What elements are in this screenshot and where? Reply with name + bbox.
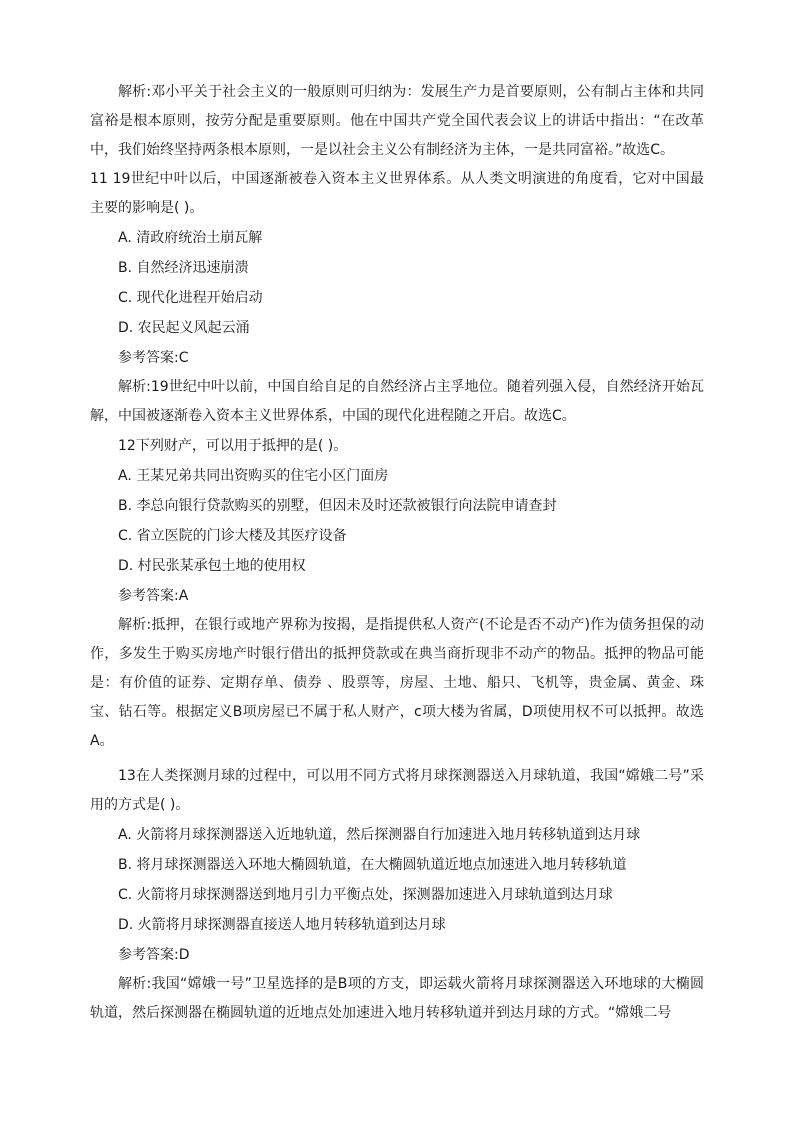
option-11-c: C. 现代化进程开始启动 [118,290,263,306]
option-12-d: D. 村民张某承包土地的使用权 [118,558,306,574]
question-11: 11 19世纪中叶以后，中国逐渐被卷入资本主义世界体系。从人类文明演进的角度看，它对中国最主要的影响是( )。 [90,171,704,216]
explanation-11: 解析:19世纪中叶以前，中国自给自足的自然经济占主孚地位。随着列强入侵，自然经济开始瓦解，中国被逐渐卷入资本主义世界体系，中国的现代化进程随之开启。故选C。 [90,379,704,424]
option-11-d: D. 农民起义风起云涌 [118,320,250,336]
explanation-q10: 解析:邓小平关于社会主义的一般原则可归纳为：发展生产力是首要原则，公有制占主体和共同富裕是根本原则，按劳分配是重要原则。他在中国共产党全国代表会议上的讲话中指出：“在改革中，我们始终坚持两条根本原则，一是以社会主义公有制经济为主体，一是共同富裕。”故选C。 [90,84,704,158]
answer-12: 参考答案:A [118,588,189,604]
option-13-c: C. 火箭将月球探测器送到地月引力平衡点处，探测器加速进入月球轨道到达月球 [118,887,613,903]
option-12-a: A. 王某兄弟共同出资购买的住宅小区门面房 [118,468,389,484]
answer-13: 参考答案:D [118,947,190,963]
explanation-13: 解析:我国“嫦娥一号”卫星选择的是B项的方支，即运载火箭将月球探测器送入环地球的大椭圆轨道，然后探测器在椭圆轨道的近地点处加速进入地月转移轨道并到达月球的方式。“嫦娥二号 [90,976,704,1021]
option-11-a: A. 清政府统治土崩瓦解 [118,230,263,246]
explanation-12: 解析:抵押，在银行或地产界称为按揭，是指提供私人资产(不论是否不动产)作为债务担保的动作，多发生于购买房地产时银行借出的抵押贷款或在典当商折现非不动产的物品。抵押的物品可能是：有价值的证券、定期存单、债券 、股票等，房屋、土地、船只、飞机等，贵金属、黄金、珠宝、钻石等。根据定义B项房屋已不属于私人财产，c项大楼为省属，D项使用权不可以抵押。故选A。 [90,617,704,749]
option-12-c: C. 省立医院的门诊大楼及其医疗设备 [118,528,347,544]
option-13-b: B. 将月球探测器送入环地大椭圆轨道，在大椭圆轨道近地点加速进入地月转移轨道 [118,857,627,873]
option-13-d: D. 火箭将月球探测器直接送人地月转移轨道到达月球 [118,917,446,933]
question-13: 13在人类探测月球的过程中，可以用不同方式将月球探测器送入月球轨道，我国“嫦娥二号”采用的方式是( )。 [90,768,704,813]
option-12-b: B. 李总向银行贷款购买的别墅，但因未及时还款被银行向法院申请查封 [118,498,557,514]
answer-11: 参考答案:C [118,350,189,366]
question-12: 12下列财产，可以用于抵押的是( )。 [118,438,348,454]
option-13-a: A. 火箭将月球探测器送入近地轨道，然后探测器自行加速进入地月转移轨道到达月球 [118,827,641,843]
document-page [90,78,704,1028]
option-11-b: B. 自然经济迅速崩溃 [118,260,249,276]
